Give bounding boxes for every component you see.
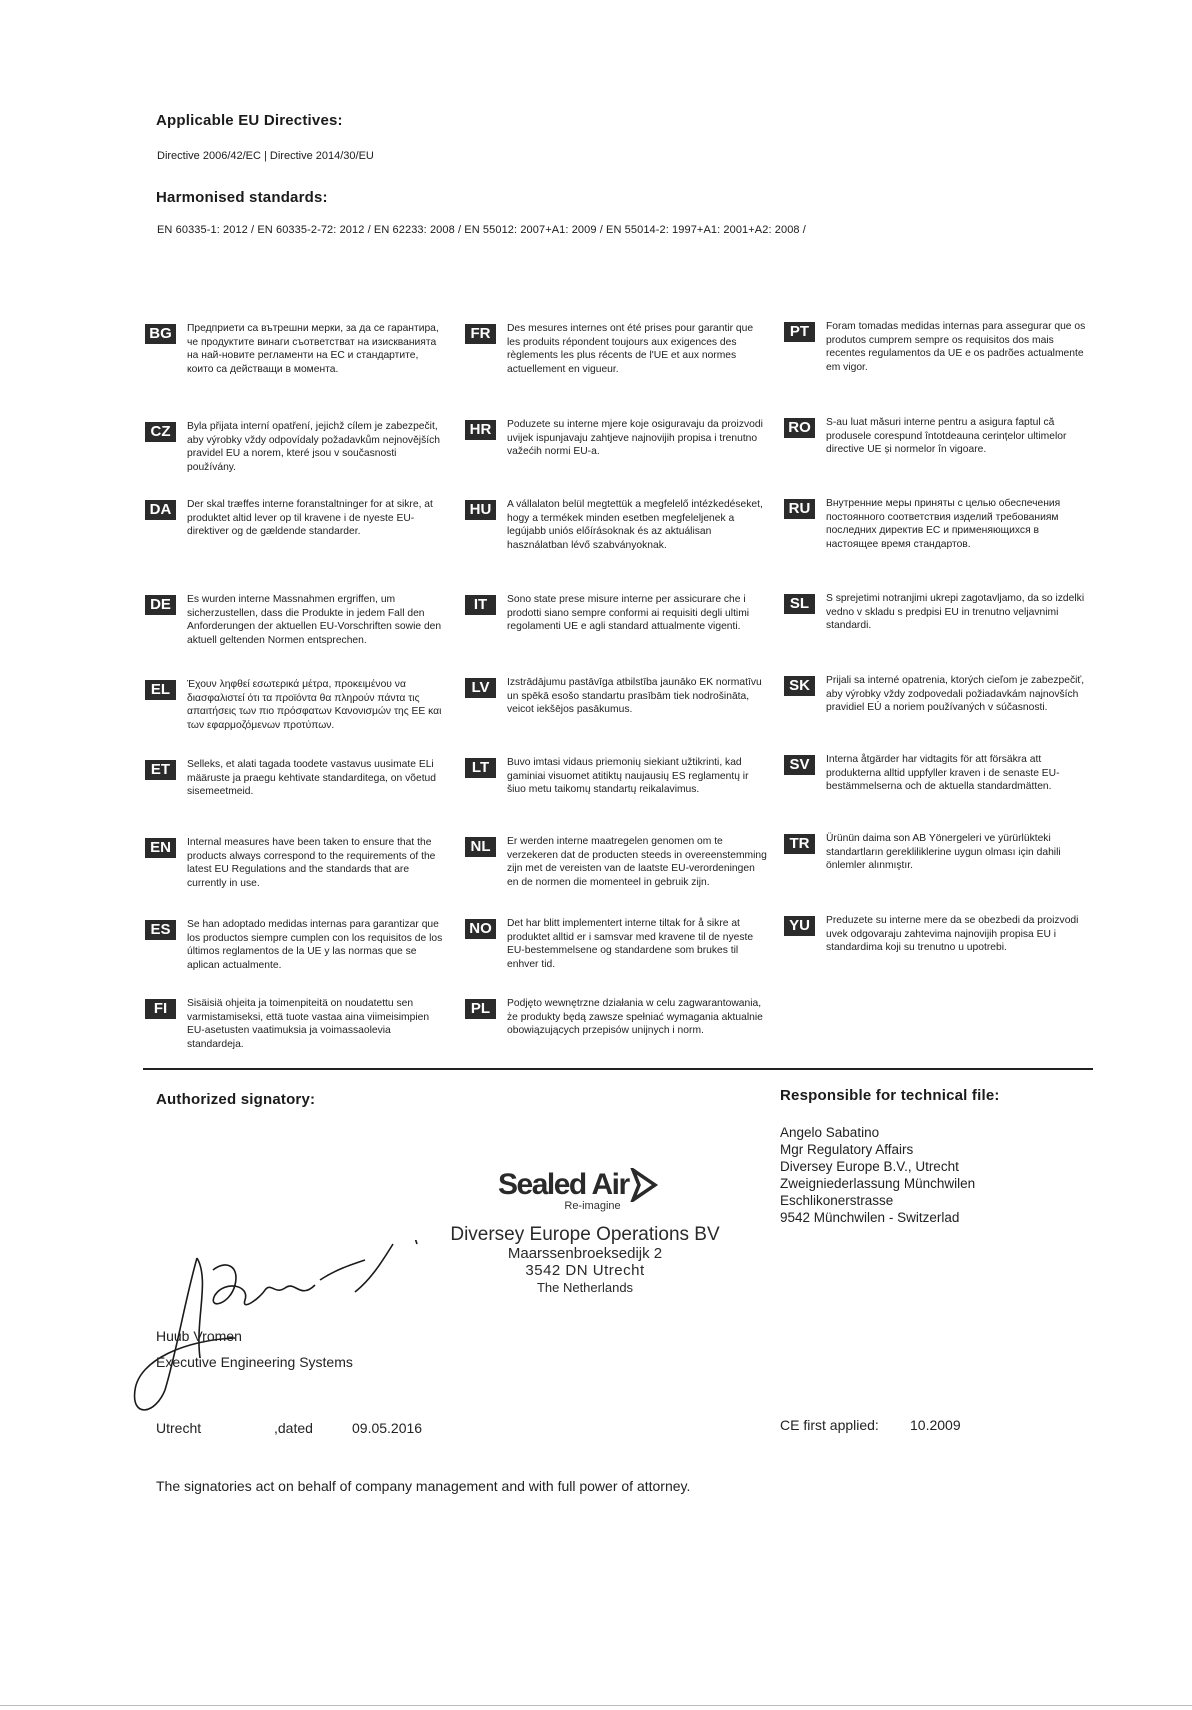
standards-title: Harmonised standards: [156, 189, 328, 206]
lang-code: SL [784, 594, 815, 614]
technical-file-address [780, 1124, 975, 1226]
lang-code: EL [145, 680, 176, 700]
lang-code: CZ [145, 422, 176, 442]
lang-block-en [145, 836, 455, 890]
technical-file-title: Responsible for technical file: [780, 1087, 1000, 1104]
address-line: Diversey Europe B.V., Utrecht [780, 1159, 959, 1174]
lang-code: YU [784, 916, 815, 936]
lang-text: Der skal træffes interne foranstaltninger for at sikre, at produktet altid lever op til kravene i de nyeste EU-direktiver og de gældende standarder. [187, 499, 433, 538]
lang-block-lt [465, 756, 775, 797]
lang-text: S sprejetimi notranjimi ukrepi zagotavljamo, da so izdelki vedno v skladu s predpisi EU in trenutno veljavnimi standardi. [826, 593, 1085, 632]
lang-text: S-au luat măsuri interne pentru a asigura faptul că produsele corespund întotdeauna cerințelor ultimelor directive UE și normelor în vigoare. [826, 417, 1067, 456]
address-line: Zweigniederlassung Münchwilen [780, 1176, 976, 1191]
lang-code: TR [784, 834, 815, 854]
lang-code: LT [465, 758, 496, 778]
lang-text: Byla přijata interní opatření, jejichž cílem je zabezpečit, aby výrobky vždy odpovídaly požadavkům nejnovějších pravidel EU a norem, které jsou v současnosti používány. [187, 421, 440, 473]
lang-text: Se han adoptado medidas internas para garantizar que los productos siempre cumplen con los requisitos de los últimos reglamentos de la UE y las normas que se aplican actualmente. [187, 919, 443, 971]
section-divider [143, 1068, 1093, 1070]
lang-block-et [145, 758, 455, 799]
logo-wordmark: Sealed Air [498, 1168, 629, 1201]
lang-text: Έχουν ληφθεί εσωτερικά μέτρα, προκειμένου να διασφαλιστεί ότι τα προϊόντα θα πληρούν πάντα τις απαιτήσεις των πιο πρόσφατων Κανονισμών της ΕΕ και των εφαρμοζόμενων προτύπων. [187, 679, 442, 731]
stamp-city: 3542 DN Utrecht [525, 1262, 645, 1279]
lang-block-cz [145, 420, 455, 474]
lang-block-hr [465, 418, 775, 459]
lang-text: Foram tomadas medidas internas para assegurar que os produtos cumprem sempre os requisitos dos mais recentes regulamentos da UE e os padrões actualmente em vigor. [826, 321, 1086, 373]
lang-code: EN [145, 838, 176, 858]
lang-text: Buvo imtasi vidaus priemonių siekiant užtikrinti, kad gaminiai visuomet atitiktų naujausių ES reglamentų ir šiuo metu taikomų standartų reikalavimus. [507, 757, 749, 796]
signatory-role: Executive Engineering Systems [156, 1354, 353, 1370]
standards-text: EN 60335-1: 2012 / EN 60335-2-72: 2012 / EN 62233: 2008 / EN 55012: 2007+A1: 2009 / EN 55014-2: 1997+A1: 2001+A2: 2008 / [157, 224, 806, 236]
lang-block-nl [465, 835, 775, 889]
lang-block-tr [784, 832, 1094, 873]
address-line: Mgr Regulatory Affairs [780, 1142, 914, 1157]
dated-label: ,dated [274, 1420, 313, 1436]
lang-code: ES [145, 920, 176, 940]
lang-block-lv [465, 676, 775, 717]
lang-code: DE [145, 595, 176, 615]
lang-block-ro [784, 416, 1094, 457]
lang-block-es [145, 918, 455, 972]
footer-note: The signatories act on behalf of company management and with full power of attorney. [156, 1478, 691, 1494]
lang-code: IT [465, 595, 496, 615]
stamp-country: The Netherlands [536, 1280, 634, 1295]
address-line: Eschlikonerstrasse [780, 1193, 894, 1208]
ce-first-applied-label: CE first applied: [780, 1417, 879, 1433]
directives-text: Directive 2006/42/EC | Directive 2014/30/EU [157, 150, 374, 162]
logo-tagline: Re-imagine [564, 1200, 621, 1212]
lang-block-pt [784, 320, 1094, 374]
lang-code: RO [784, 418, 815, 438]
page-bottom-edge [0, 1705, 1192, 1706]
address-line: Angelo Sabatino [780, 1125, 880, 1140]
lang-block-bg [145, 322, 455, 376]
lang-block-sv [784, 753, 1094, 794]
lang-block-fi [145, 997, 455, 1051]
lang-code: HR [465, 420, 496, 440]
stamp-street: Maarssenbroeksedijk 2 [507, 1245, 663, 1262]
directives-title: Applicable EU Directives: [156, 112, 343, 129]
lang-block-yu [784, 914, 1094, 955]
lang-block-sl [784, 592, 1094, 633]
lang-block-pl [465, 997, 775, 1038]
lang-text: Внутренние меры приняты с целью обеспечения постоянного соответствия изделий требованиям последних директив ЕС и применяющихся в настоящее время стандартов. [826, 498, 1061, 550]
lang-block-el [145, 678, 455, 732]
lang-text: A vállalaton belül megtettük a megfelelő intézkedéseket, hogy a termékek minden esetben megfeleljenek a legújabb uniós előírásoknak és az aktuálisan használatban lévő szabványoknak. [507, 499, 763, 551]
lang-text: Sono state prese misure interne per assicurare che i prodotti siano sempre conformi ai requisiti degli ultimi regolamenti UE e agli standard attualmente vigenti. [507, 594, 750, 633]
lang-text: Prijali sa interné opatrenia, ktorých cieľom je zabezpečiť, aby výrobky vždy zodpovedali požiadavkám najnovších pravidiel EÚ a noriem používaných v súčasnosti. [826, 675, 1085, 714]
lang-text: Internal measures have been taken to ensure that the products always correspond to the requirements of the latest EU Regulations and the standards that are currently in use. [187, 837, 436, 889]
lang-text: Podjęto wewnętrzne działania w celu zagwarantowania, że produkty będą zawsze spełniać wymagania aktualnie obowiązujących przepisów unijnych i norm. [507, 998, 763, 1037]
lang-text: Preduzete su interne mere da se obezbedi da proizvodi uvek odgovaraju zahtevima najnovijih propisa EU i standardima koji su trenutno u upotrebi. [826, 915, 1079, 954]
lang-text: Des mesures internes ont été prises pour garantir que les produits répondent toujours aux exigences des règlements les plus récents de l'UE et aux normes actuellement en vigueur. [507, 323, 754, 375]
lang-text: Предприети са вътрешни мерки, за да се гарантира, че продуктите винаги съответстват на изискванията на най-новите регламенти на ЕС и стандартите, които са действащи в момента. [187, 323, 439, 375]
lang-block-de [145, 593, 455, 647]
lang-text: Ürünün daima son AB Yönergeleri ve yürürlükteki standartların gerekliliklerine uygun olması için dahili önlemler alınmıştır. [826, 833, 1061, 872]
lang-code: FI [145, 999, 176, 1019]
stamp-company: Diversey Europe Operations BV [450, 1224, 720, 1245]
lang-block-ru [784, 497, 1094, 551]
lang-block-hu [465, 498, 775, 552]
sealed-air-arrow-icon [629, 1168, 659, 1202]
ce-first-applied-date: 10.2009 [910, 1417, 961, 1433]
lang-block-da [145, 498, 455, 539]
lang-text: Interna åtgärder har vidtagits för att försäkra att produkterna alltid uppfyller kraven i de senaste EU-bestämmelserna och de aktuella standardmätten. [826, 754, 1060, 793]
signatory-name: Huub Vromen [156, 1328, 242, 1344]
sign-date: 09.05.2016 [352, 1420, 423, 1436]
lang-block-no [465, 917, 775, 971]
company-stamp [440, 1224, 730, 1295]
lang-text: Izstrādājumu pastāvīga atbilstība jaunāko EK normatīvu un spēkā esošo standartu prasībām tiek nodrošināta, veicot iekšējos pasākumus. [507, 677, 762, 716]
lang-text: Selleks, et alati tagada toodete vastavus uusimate ELi määruste ja praegu kehtivate standarditega, on võetud sisemeetmeid. [187, 759, 437, 798]
lang-block-it [465, 593, 775, 634]
address-line: 9542 Münchwilen - Switzerlad [780, 1210, 960, 1225]
lang-code: NO [465, 919, 496, 939]
lang-code: RU [784, 499, 815, 519]
lang-text: Poduzete su interne mjere koje osiguravaju da proizvodi uvijek ispunjavaju zahtjeve najnovijih propisa i trenutno važećih normi EU-a. [507, 419, 763, 458]
lang-text: Er werden interne maatregelen genomen om te verzekeren dat de producten steeds in overeenstemming zijn met de vereisten van de laatste EU-verordeningen en de normen die momenteel in gebruik zijn. [507, 836, 767, 888]
authorized-signatory-title: Authorized signatory: [156, 1091, 316, 1108]
lang-text: Sisäisiä ohjeita ja toimenpiteitä on noudatettu sen varmistamiseksi, että tuote vastaa aina viimeisimpien EU-asetusten vaatimuksia ja voimassaolevia standardeja. [187, 998, 430, 1050]
lang-code: NL [465, 837, 496, 857]
lang-text: Es wurden interne Massnahmen ergriffen, um sicherzustellen, dass die Produkte in jedem Fall den Anforderungen der aktuellen EU-Vorschriften sowie den aktuell geltenden Normen entsprechen. [187, 594, 442, 646]
lang-code: SV [784, 755, 815, 775]
lang-code: DA [145, 500, 176, 520]
lang-code: PT [784, 322, 815, 342]
lang-code: ET [145, 760, 176, 780]
lang-code: FR [465, 324, 496, 344]
sign-place: Utrecht [156, 1420, 202, 1436]
lang-code: HU [465, 500, 496, 520]
lang-code: PL [465, 999, 496, 1019]
lang-block-sk [784, 674, 1094, 715]
lang-code: BG [145, 324, 176, 344]
lang-block-fr [465, 322, 775, 376]
lang-text: Det har blitt implementert interne tiltak for å sikre at produktet alltid er i samsvar med kravene til de nyeste EU-bestemmelsene og standardene som brukes til enhver tid. [507, 918, 754, 970]
lang-code: SK [784, 676, 815, 696]
lang-code: LV [465, 678, 496, 698]
company-logo [498, 1168, 659, 1212]
